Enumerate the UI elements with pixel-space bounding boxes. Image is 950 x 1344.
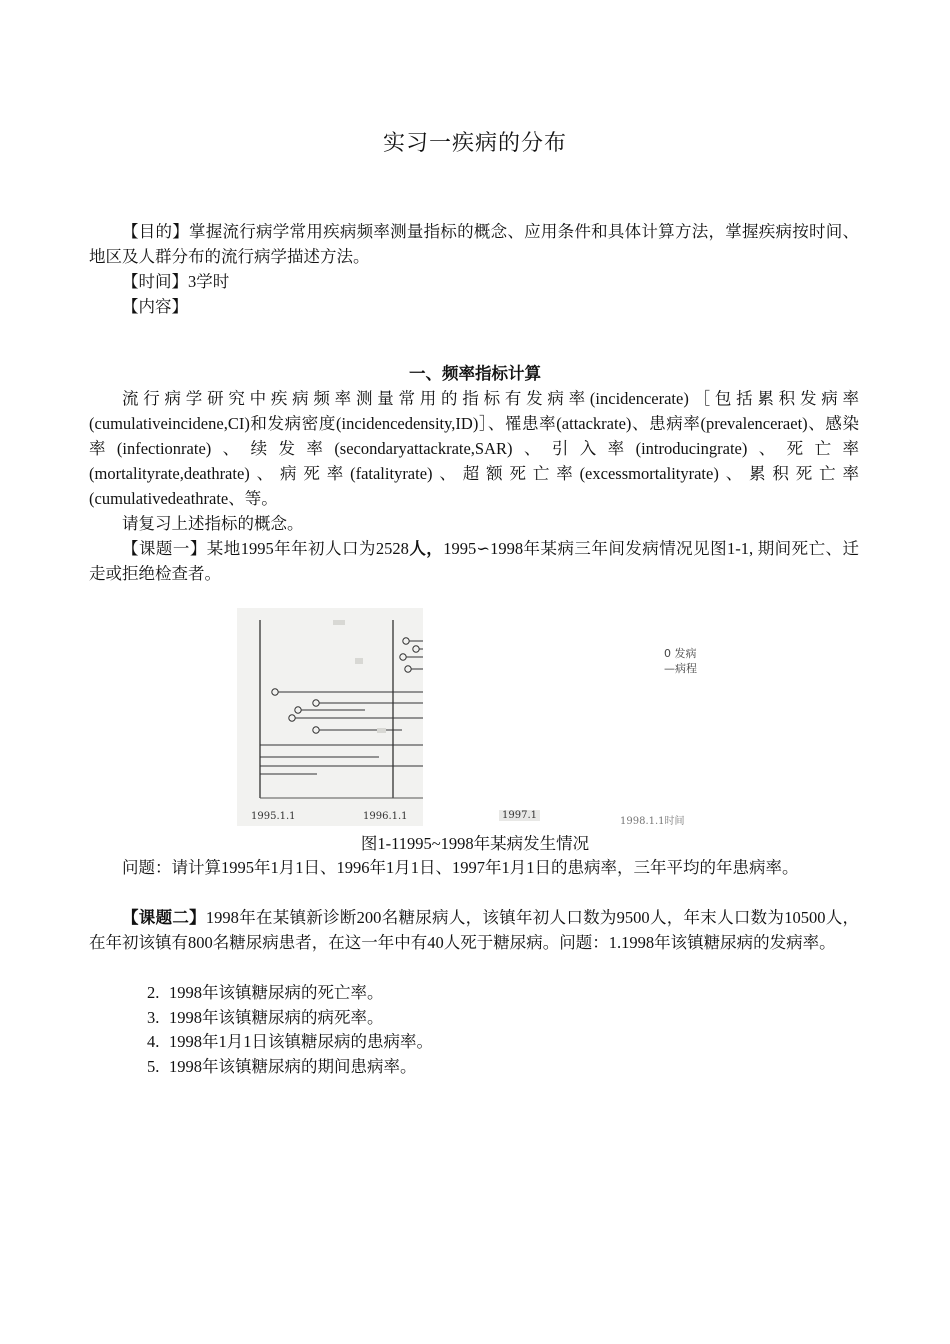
question-list xyxy=(147,981,433,1079)
section-intro-paragraph: 流行病学研究中疾病频率测量常用的指标有发病率(incidencerate)［包括累积发病率(cumulativeincidene,CI)和发病密度(incidencedensity,ID)］、罹患率(attackrate)、患病率(prevalenceraet)、感染率(infectionrate)、续发率(secondaryattackrate,SAR)、引入率(introducingrate)、死亡率(mortalityrate,deathrate)、病死率(fatalityrate)、超额死亡率(excessmortalityrate)、累积死亡率(cumulativedeathrate、等。 xyxy=(89,389,859,508)
noise-mark xyxy=(355,658,363,664)
topic2-label: 【课题二】 xyxy=(122,908,206,927)
topic1-label: 【课题一】 xyxy=(122,539,207,558)
onset-marker xyxy=(405,666,411,672)
figure-caption: 图1-11995~1998年某病发生情况 xyxy=(360,834,590,853)
legend-onset: 0 发病 xyxy=(664,647,697,660)
noise-mark xyxy=(333,620,345,625)
time-paragraph: 【时间】3学时 xyxy=(122,272,230,291)
disease-timeline-figure xyxy=(237,608,423,826)
topic1-text-a: 某地1995年年初人口为2528 xyxy=(206,539,409,558)
x-label-1996: 1996.1.1 xyxy=(363,811,408,822)
question1-paragraph: 问题：请计算1995年1月1日、1996年1月1日、1997年1月1日的患病率，三年平均的年患病率。 xyxy=(122,858,799,877)
review-paragraph: 请复习上述指标的概念。 xyxy=(122,514,304,533)
page-title: 实习一疾病的分布 xyxy=(382,130,567,155)
onset-marker xyxy=(313,700,319,706)
timeline-chart-svg xyxy=(237,608,423,826)
onset-marker xyxy=(289,715,295,721)
onset-marker xyxy=(413,646,419,652)
list-item: 4. 1998年1月1日该镇糖尿病的患病率。 xyxy=(147,1032,433,1051)
list-item: 3. 1998年该镇糖尿病的病死率。 xyxy=(147,1007,384,1027)
x-label-1995: 1995.1.1 xyxy=(251,811,296,822)
list-item: 2. 1998年该镇糖尿病的死亡率。 xyxy=(147,983,384,1002)
x-label-1998: 1998.1.1时间 xyxy=(620,816,685,827)
legend-course: —病程 xyxy=(664,662,697,675)
course-lines xyxy=(260,638,423,774)
onset-marker xyxy=(400,654,406,660)
x-label-1997: 1997.1 xyxy=(499,810,540,821)
purpose-paragraph: 【目的】掌握流行病学常用疾病频率测量指标的概念、应用条件和具体计算方法，掌握疾病按时间、地区及人群分布的流行病学描述方法。 xyxy=(89,222,859,266)
topic2-text: 1998年在某镇新诊断200名糖尿病人，该镇年初人口数为9500人，年末人口数为10500人，在年初该镇有800名糖尿病患者，在这一年中有40人死于糖尿病。问题：1.1998年该镇糖尿病的发病率。 xyxy=(89,908,860,952)
onset-marker xyxy=(313,727,319,733)
topic2-paragraph xyxy=(89,905,859,955)
onset-marker xyxy=(295,707,301,713)
onset-marker xyxy=(403,638,409,644)
topic1-text-b: 1995∽1998年某病三年间发病情况见图1-1, 期间死亡、迁走或拒绝检查者。 xyxy=(89,539,860,583)
list-item: 5. 1998年该镇糖尿病的期间患病率。 xyxy=(147,1056,417,1076)
onset-marker xyxy=(272,689,278,695)
content-label: 【内容】 xyxy=(122,297,188,316)
topic1-ren: 人， xyxy=(408,539,444,558)
noise-mark xyxy=(377,728,386,733)
topic1-paragraph xyxy=(89,536,859,586)
section-heading: 一、频率指标计算 xyxy=(409,364,541,383)
scan-noise xyxy=(333,620,386,733)
